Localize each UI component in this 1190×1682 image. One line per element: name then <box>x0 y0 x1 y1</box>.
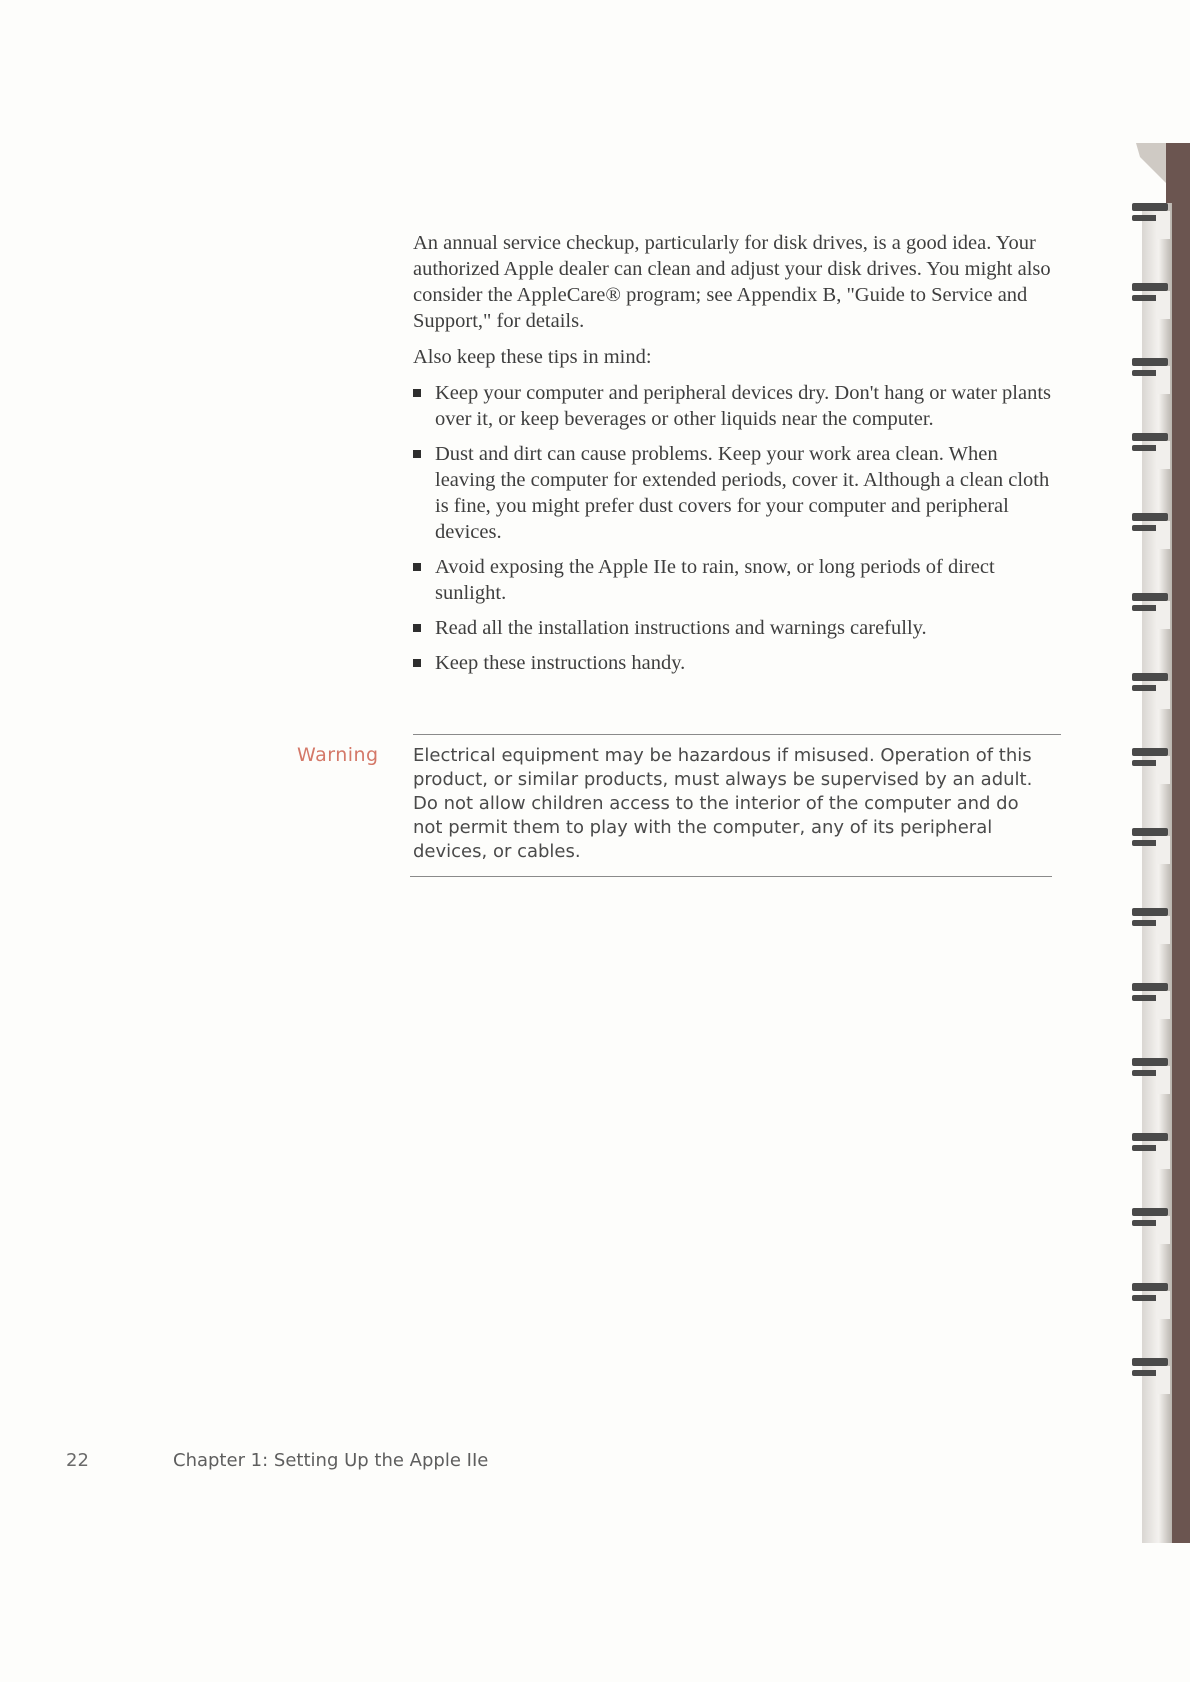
square-bullet-icon <box>413 389 421 397</box>
tip-text: Read all the installation instructions and warnings carefully. <box>435 617 927 639</box>
list-item <box>413 441 1053 545</box>
square-bullet-icon <box>413 659 421 667</box>
tip-text: Keep these instructions handy. <box>435 652 686 674</box>
warning-top-divider <box>413 734 1061 735</box>
service-paragraph: An annual service checkup, particularly for disk drives, is a good idea. Your authorized Apple dealer can clean and adjust your disk drives. You might also consider the AppleCare® program; see Appendix B, "Guide to Service and Support," for details. <box>413 232 1051 332</box>
spiral-binding-icon <box>1126 143 1190 1543</box>
page-number: 22 <box>66 1450 89 1471</box>
square-bullet-icon <box>413 624 421 632</box>
warning-text: Electrical equipment may be hazardous if misused. Operation of this product, or similar products, must always be supervised by an adult. Do not allow children access to the interior of the computer and do not permit them to play with the computer, any of its peripheral devices, or cables. <box>413 745 1033 862</box>
warning-label: Warning <box>297 744 379 766</box>
list-item <box>413 554 1053 606</box>
square-bullet-icon <box>413 450 421 458</box>
list-item <box>413 615 1053 641</box>
chapter-footer: Chapter 1: Setting Up the Apple IIe <box>173 1450 489 1471</box>
body-text <box>413 230 1053 685</box>
square-bullet-icon <box>413 563 421 571</box>
tips-list <box>413 380 1053 676</box>
list-item <box>413 380 1053 432</box>
tip-text: Keep your computer and peripheral devices dry. Don't hang or water plants over it, or keep beverages or other liquids near the computer. <box>435 382 1052 430</box>
warning-bottom-divider <box>410 876 1052 877</box>
tip-text: Dust and dirt can cause problems. Keep your work area clean. When leaving the computer for extended periods, cover it. Although a clean cloth is fine, you might prefer dust covers for your computer and peripheral devices. <box>435 443 1050 543</box>
tip-text: Avoid exposing the Apple IIe to rain, snow, or long periods of direct sunlight. <box>435 556 995 604</box>
tips-intro: Also keep these tips in mind: <box>413 346 652 368</box>
list-item <box>413 650 1053 676</box>
